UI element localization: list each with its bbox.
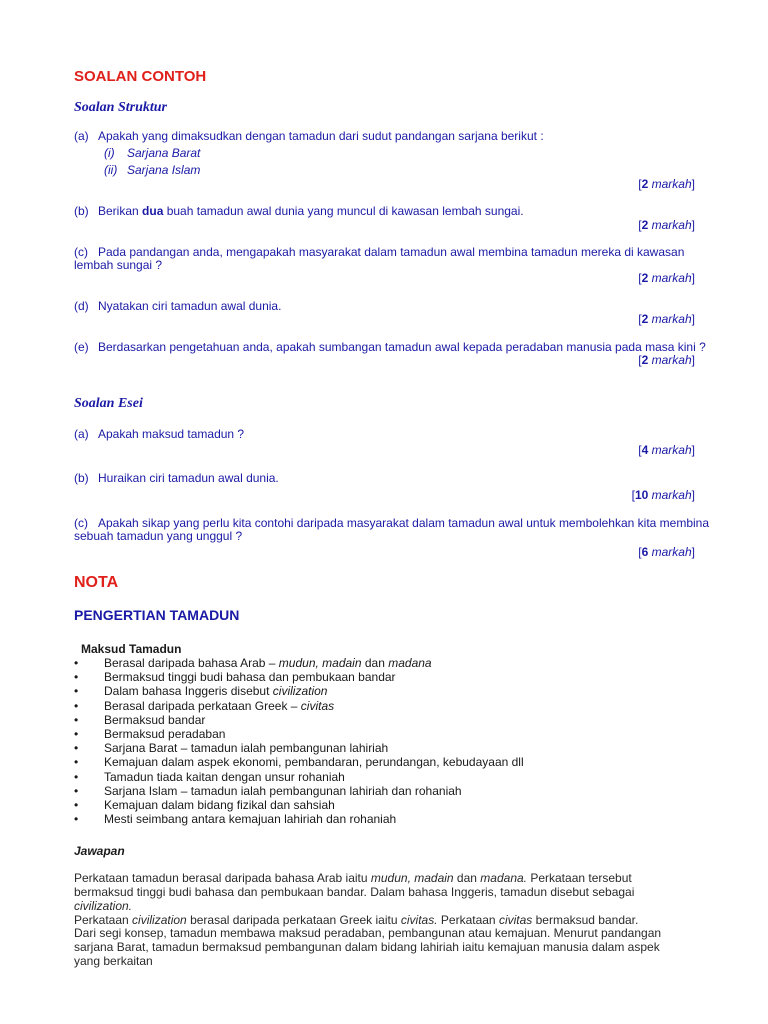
question-text: Pada pandangan anda, mengapakah masyarakat dalam tamadun awal membina tamadun mereka di kawasan: [98, 245, 685, 259]
marks-esei-a: [4 markah]: [638, 443, 695, 457]
marks-struktur-e: [2 markah]: [638, 353, 695, 367]
question-label: (b): [74, 471, 89, 485]
list-item: • Berasal daripada bahasa Arab – mudun, madain dan madana: [74, 656, 524, 670]
question-label: (c): [74, 245, 88, 259]
list-item: • Sarjana Islam – tamadun ialah pembangunan lahiriah dan rohaniah: [74, 784, 524, 798]
subitem-text: Sarjana Islam: [127, 163, 201, 177]
marks-struktur-d: [2 markah]: [638, 312, 695, 326]
section-soalan-esei: Soalan Esei: [74, 396, 143, 411]
marks-esei-c: [6 markah]: [638, 545, 695, 559]
question-text: Berdasarkan pengetahuan anda, apakah sumbangan tamadun awal kepada peradaban manusia pada masa kini ?: [98, 340, 706, 354]
list-item: • Bermaksud bandar: [74, 713, 524, 727]
paragraph-jawapan-2: Dari segi konsep, tamadun membawa maksud peradaban, pembangunan atau kemajuan. Menurut pandangan sarjana Barat, tamadun bermaksud pembangunan dalam bidang lahiriah iaitu kemajuan manusia dalam aspek yang berkaitan: [74, 926, 662, 968]
subitem-sarjana-islam: [104, 164, 200, 177]
question-text: Berikan: [98, 204, 143, 218]
question-label: (e): [74, 340, 89, 354]
question-text: Apakah maksud tamadun ?: [98, 427, 245, 441]
list-item: • Kemajuan dalam bidang fizikal dan sahsiah: [74, 798, 524, 812]
subheading-jawapan: Jawapan: [74, 844, 125, 858]
bullet-list-maksud: [74, 656, 524, 826]
section-soalan-struktur: Soalan Struktur: [74, 100, 167, 115]
question-esei-c-line2: sebuah tamadun yang unggul ?: [74, 529, 243, 543]
question-text: Nyatakan ciri tamadun awal dunia.: [98, 299, 282, 313]
list-item: • Kemajuan dalam aspek ekonomi, pembandaran, perundangan, kebudayaan dll: [74, 755, 524, 769]
subitem-label: (i): [104, 146, 115, 160]
question-label: (a): [74, 427, 89, 441]
subitem-sarjana-barat: [104, 147, 200, 160]
question-struktur-c: [74, 246, 684, 259]
subheading-maksud-tamadun: Maksud Tamadun: [81, 642, 182, 656]
question-struktur-c-line2: lembah sungai ?: [74, 258, 163, 272]
marks-esei-b: [10 markah]: [631, 488, 695, 502]
question-esei-a: [74, 428, 244, 441]
question-struktur-a: [74, 130, 544, 143]
marks-struktur-b: [2 markah]: [638, 218, 695, 232]
list-item: • Sarjana Barat – tamadun ialah pembangunan lahiriah: [74, 741, 524, 755]
question-struktur-e: [74, 341, 706, 354]
paragraph-jawapan-1: Perkataan tamadun berasal daripada bahasa Arab iaitu mudun, madain dan madana. Perkataan tersebut bermaksud tinggi budi bahasa dan pembukaan bandar. Dalam bahasa Inggeris, tamadun disebut sebagai civilization. Perkataan civilization berasal daripada perkataan Greek iaitu civitas. Perkataan civitas bermaksud bandar.: [74, 871, 639, 927]
list-item: • Bermaksud peradaban: [74, 727, 524, 741]
question-label: (a): [74, 129, 89, 143]
list-item: • Berasal daripada perkataan Greek – civitas: [74, 699, 524, 713]
subitem-text: Sarjana Barat: [127, 146, 201, 160]
question-struktur-b: [74, 205, 524, 218]
heading-soalan-contoh: SOALAN CONTOH: [74, 68, 207, 85]
question-text: Apakah yang dimaksudkan dengan tamadun dari sudut pandangan sarjana berikut :: [98, 129, 544, 143]
heading-nota: NOTA: [74, 574, 119, 591]
question-text: Huraikan ciri tamadun awal dunia.: [98, 471, 279, 485]
list-item: • Tamadun tiada kaitan dengan unsur rohaniah: [74, 770, 524, 784]
list-item: • Bermaksud tinggi budi bahasa dan pembukaan bandar: [74, 670, 524, 684]
marks-struktur-c: [2 markah]: [638, 271, 695, 285]
question-text-bold: dua: [142, 204, 164, 218]
question-label: (c): [74, 516, 88, 530]
question-struktur-d: [74, 300, 281, 313]
question-text: buah tamadun awal dunia yang muncul di kawasan lembah sungai.: [163, 204, 524, 218]
question-esei-b: [74, 472, 279, 485]
question-text: Apakah sikap yang perlu kita contohi daripada masyarakat dalam tamadun awal untuk membolehkan kita membina: [98, 516, 710, 530]
marks-struktur-a: [2 markah]: [638, 177, 695, 191]
heading-pengertian-tamadun: PENGERTIAN TAMADUN: [74, 607, 240, 623]
question-label: (b): [74, 204, 89, 218]
list-item: • Dalam bahasa Inggeris disebut civilization: [74, 684, 524, 698]
question-label: (d): [74, 299, 89, 313]
subitem-label: (ii): [104, 163, 118, 177]
list-item: • Mesti seimbang antara kemajuan lahiriah dan rohaniah: [74, 812, 524, 826]
